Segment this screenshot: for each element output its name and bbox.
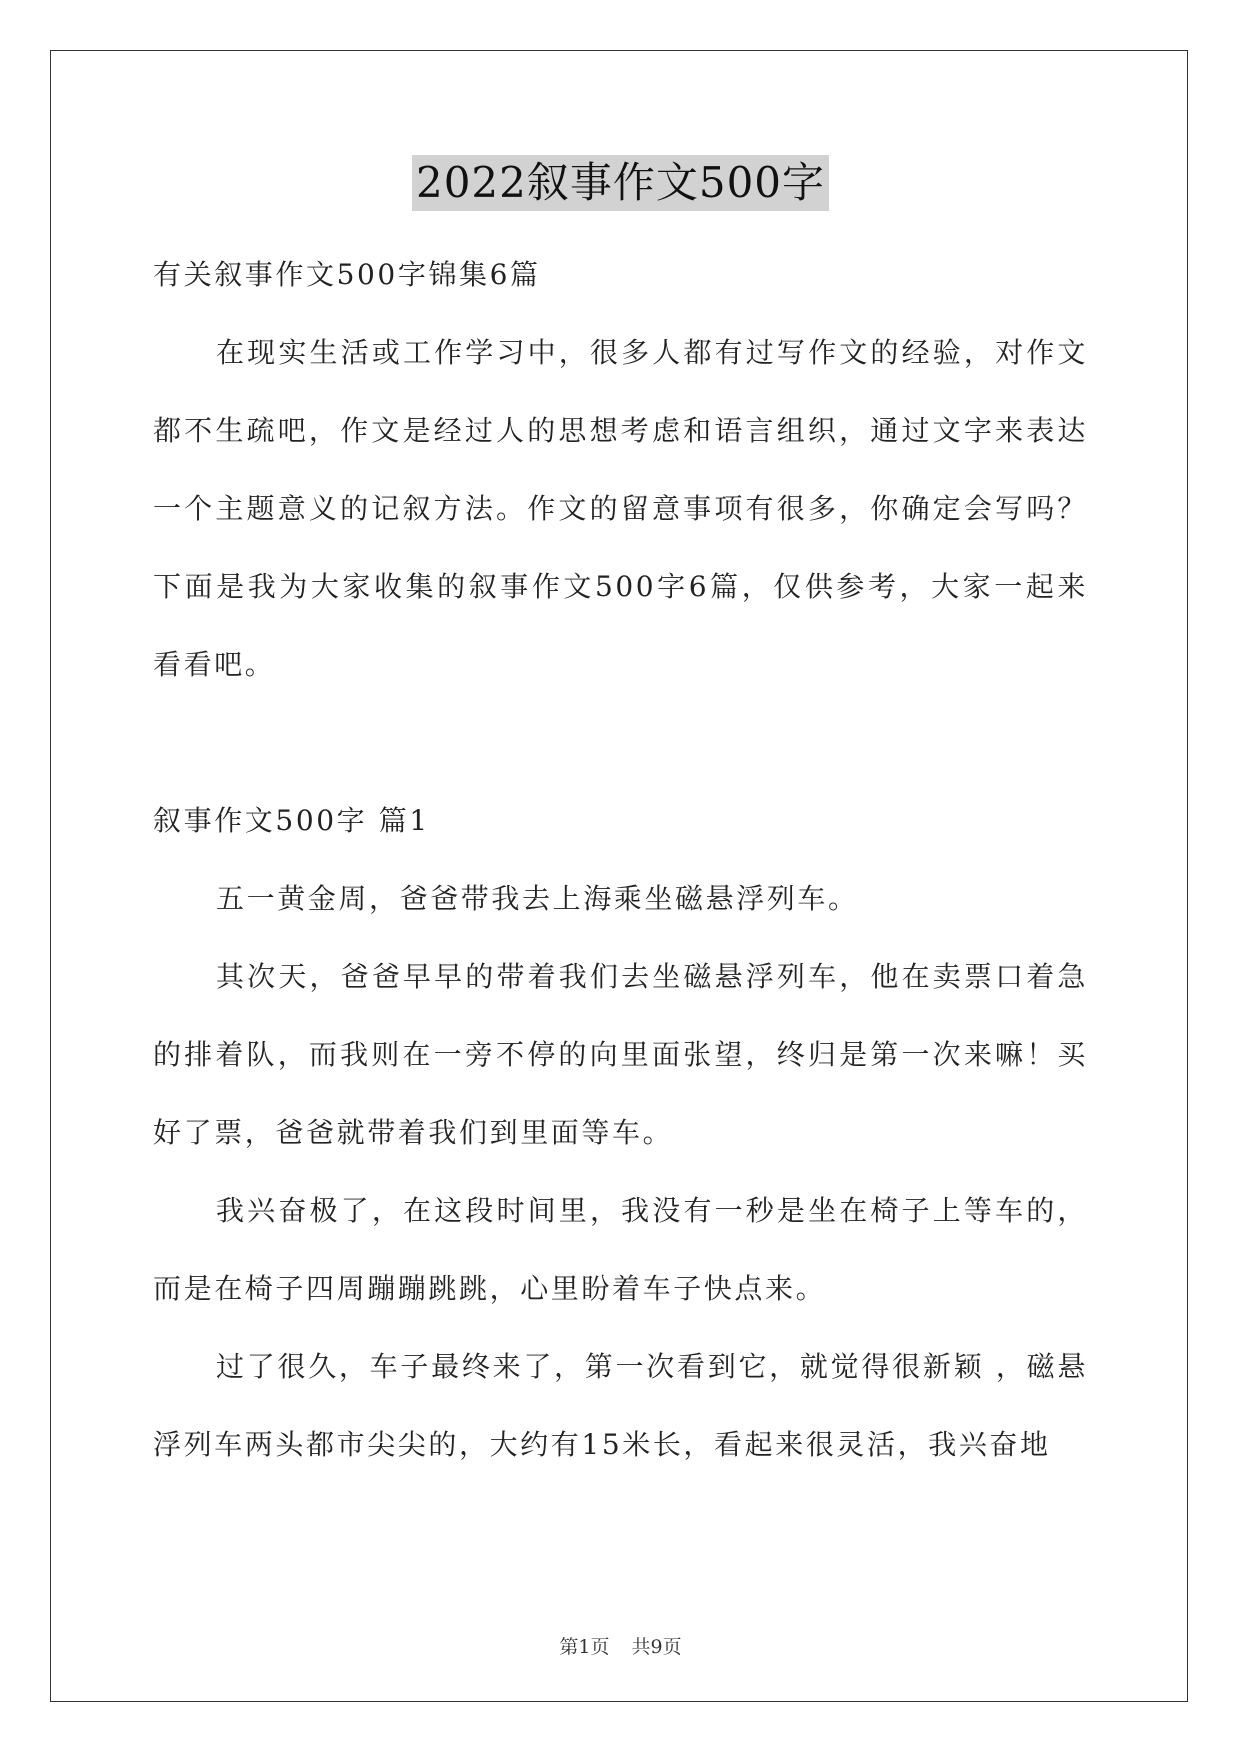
subtitle: 有关叙事作文500字锦集6篇	[153, 258, 541, 291]
title-container	[0, 155, 1241, 211]
page-number: 第1页	[559, 1636, 610, 1658]
body-paragraph: 过了很久，车子最终来了，第一次看到它，就觉得很新颖 ，磁悬浮列车两头都市尖尖的，大约有15米长，看起来很灵活，我兴奋地	[153, 1350, 1088, 1461]
section-heading: 叙事作文500字 篇1	[153, 804, 430, 837]
page-footer	[0, 1632, 1241, 1659]
section-gap	[153, 704, 1088, 782]
intro-paragraph: 在现实生活或工作学习中，很多人都有过写作文的经验，对作文都不生疏吧，作文是经过人的思想考虑和语言组织，通过文字来表达一个主题意义的记叙方法。作文的留意事项有很多，你确定会写吗？下面是我为大家收集的叙事作文500字6篇，仅供参考，大家一起来看看吧。	[153, 336, 1088, 681]
document-title: 2022叙事作文500字	[412, 155, 829, 211]
body-paragraph: 五一黄金周，爸爸带我去上海乘坐磁悬浮列车。	[216, 882, 859, 915]
body-paragraph: 我兴奋极了，在这段时间里，我没有一秒是坐在椅子上等车的，而是在椅子四周蹦蹦跳跳，心里盼着车子快点来。	[153, 1194, 1088, 1305]
page-total: 共9页	[631, 1636, 682, 1658]
body-paragraph: 其次天，爸爸早早的带着我们去坐磁悬浮列车，他在卖票口着急的排着队，而我则在一旁不停的向里面张望，终归是第一次来嘛！买好了票，爸爸就带着我们到里面等车。	[153, 960, 1088, 1149]
document-body	[153, 236, 1088, 1484]
